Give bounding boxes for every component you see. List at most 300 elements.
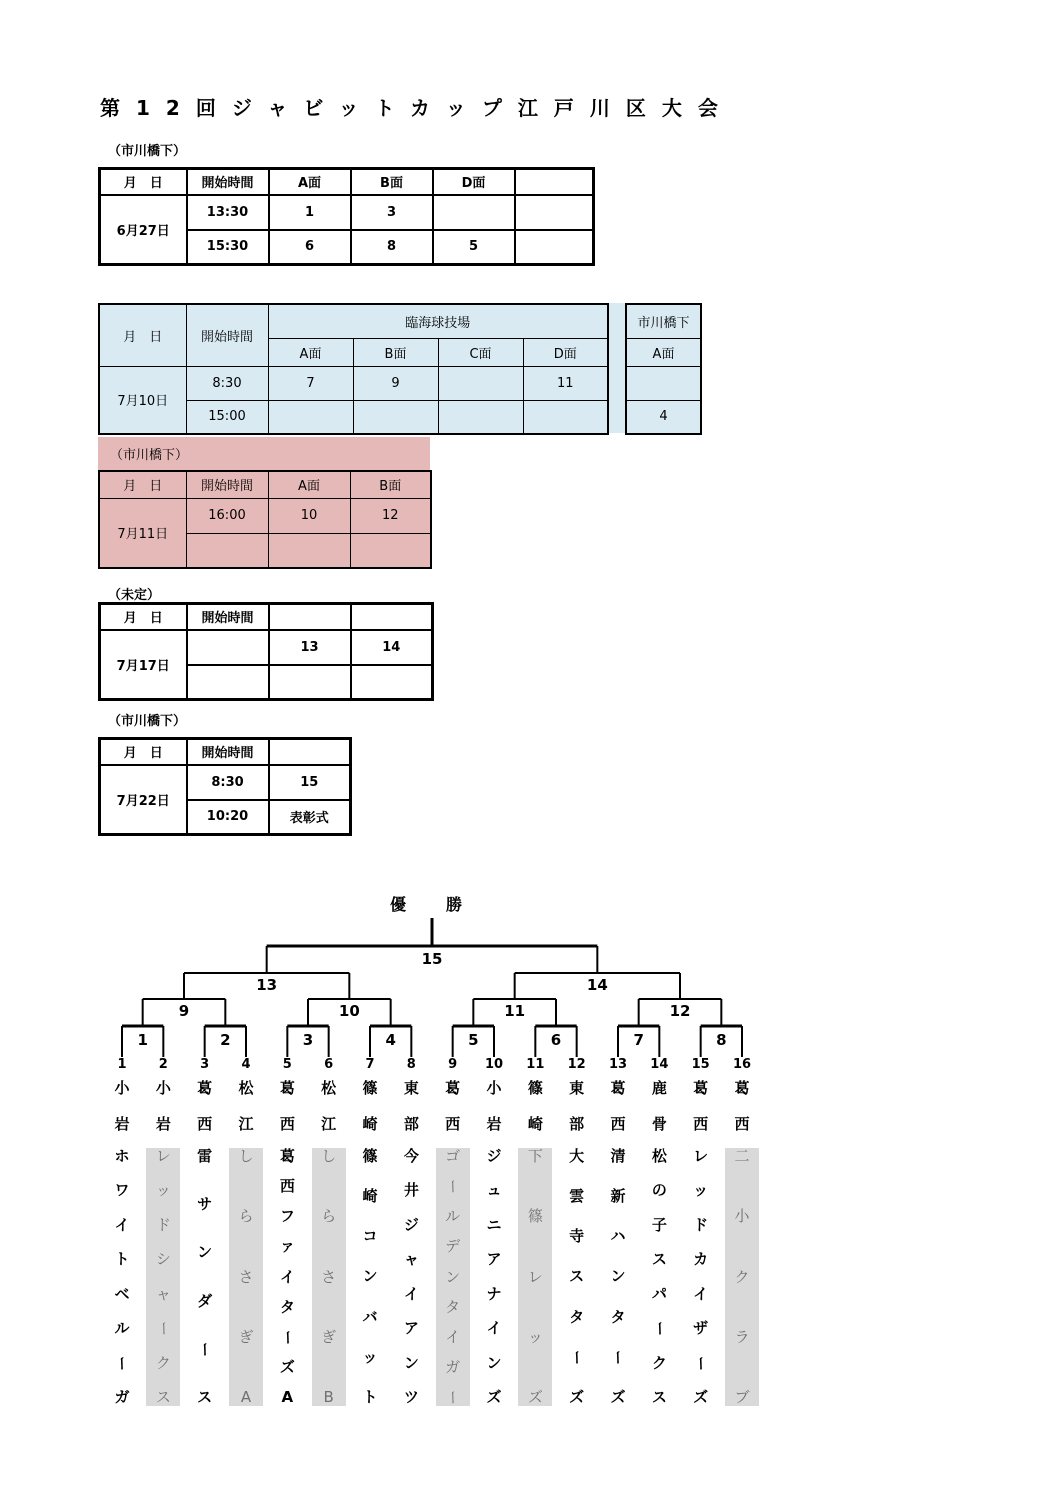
team-char: シ — [155, 1250, 171, 1269]
slot-col-2 — [145, 1078, 181, 1406]
team-char: ン — [445, 1267, 461, 1286]
team-char: B — [323, 1388, 334, 1406]
team-char: ス — [197, 1387, 213, 1406]
team-char: ア — [403, 1319, 419, 1338]
slot-team — [146, 1148, 180, 1406]
date-cell: 7月22日 — [100, 765, 187, 835]
header-empty — [515, 169, 594, 195]
game-cell — [438, 366, 523, 400]
header-date: 月 日 — [100, 739, 187, 765]
header-field-a: A面 — [626, 338, 701, 366]
team-char: ス — [651, 1250, 667, 1269]
game-cell — [268, 400, 353, 434]
slot-col-15 — [683, 1078, 719, 1406]
slot-team — [188, 1148, 222, 1406]
team-char: コ — [362, 1227, 378, 1246]
team-char: ズ — [610, 1387, 626, 1406]
area-char: 部 — [403, 1115, 419, 1133]
team-char: ラ — [734, 1327, 750, 1346]
area-char: 葛 — [445, 1079, 461, 1097]
area-char: 岩 — [155, 1115, 171, 1133]
area-char: 江 — [321, 1115, 337, 1133]
date-cell: 7月10日 — [99, 366, 186, 434]
slot-team — [105, 1148, 139, 1406]
round1-match-number: 5 — [468, 1031, 479, 1049]
area-char: 岩 — [486, 1115, 502, 1133]
team-char: レ — [527, 1267, 543, 1286]
round1-match-number: 1 — [137, 1031, 148, 1049]
area-char: 篠 — [362, 1079, 378, 1097]
slot-col-8 — [393, 1078, 429, 1406]
team-char: ク — [734, 1267, 750, 1286]
slot-col-13 — [600, 1078, 636, 1406]
slot-area — [321, 1078, 336, 1132]
team-char: ワ — [114, 1181, 130, 1200]
tournament-bracket — [90, 885, 770, 1445]
team-char: ニ — [486, 1215, 502, 1234]
slot-area — [569, 1078, 584, 1132]
slot-area — [734, 1078, 749, 1132]
slot-col-16 — [724, 1078, 760, 1406]
semifinal-match-number: 13 — [256, 976, 278, 994]
game-cell: 4 — [626, 400, 701, 434]
slot-team — [312, 1148, 346, 1406]
team-char: ク — [155, 1353, 171, 1372]
header-date: 月 日 — [100, 169, 187, 195]
award-ceremony-cell: 表彰式 — [269, 800, 351, 835]
area-char: 小 — [114, 1079, 130, 1097]
team-char: 崎 — [362, 1187, 378, 1206]
header-field-b: B面 — [353, 338, 438, 366]
team-char: サ — [197, 1195, 213, 1214]
team-char: ら — [238, 1207, 254, 1226]
header-field-d: D面 — [433, 169, 515, 195]
team-char: ル — [114, 1319, 130, 1338]
team-char: 雲 — [569, 1187, 585, 1206]
team-char: イ — [279, 1267, 295, 1286]
slot-team — [560, 1148, 594, 1406]
team-char: ズ — [569, 1387, 585, 1406]
schedule-table-june27 — [98, 167, 595, 266]
venue-label-2: （市川橋下） — [110, 448, 189, 463]
area-char: 西 — [279, 1115, 295, 1133]
team-char: イ — [445, 1327, 461, 1346]
game-cell — [351, 665, 433, 700]
slot-team — [394, 1148, 428, 1406]
table-row — [100, 195, 594, 230]
slot-number: 6 — [324, 1057, 334, 1072]
team-char: ン — [362, 1267, 378, 1286]
header-date: 月 日 — [99, 471, 186, 498]
game-cell: 14 — [351, 630, 433, 665]
team-char: ン — [486, 1353, 502, 1372]
venue-label-3: （未定） — [108, 588, 161, 603]
team-char: ッ — [693, 1181, 709, 1200]
time-cell — [187, 630, 269, 665]
game-cell: 3 — [351, 195, 433, 230]
round1-match-number: 3 — [302, 1031, 314, 1049]
team-char: 西 — [279, 1177, 295, 1196]
team-char: ス — [155, 1387, 171, 1406]
team-char: ザ — [693, 1319, 709, 1338]
team-char: 松 — [651, 1147, 667, 1165]
date-cell: 6月27日 — [100, 195, 187, 265]
area-char: 小 — [155, 1079, 171, 1097]
team-char: さ — [321, 1267, 337, 1286]
date-cell: 7月17日 — [100, 630, 187, 700]
slot-area — [238, 1078, 253, 1132]
schedule-table-july17 — [98, 602, 434, 701]
tournament-title: 第12回ジャビットカップ江戸川区大会 — [100, 96, 734, 120]
slot-col-10 — [476, 1078, 512, 1406]
team-char: A — [240, 1388, 252, 1406]
blue-schedule-panel — [98, 303, 700, 433]
header-field-d: D面 — [523, 338, 608, 366]
table-header-row — [100, 169, 594, 195]
header-field-a: A面 — [269, 169, 351, 195]
team-char: ジ — [486, 1147, 502, 1165]
slot-col-1 — [104, 1078, 140, 1406]
team-char: ズ — [486, 1387, 502, 1406]
game-cell: 10 — [268, 498, 350, 533]
team-char: ー — [113, 1355, 132, 1371]
game-cell — [438, 400, 523, 434]
area-char: 崎 — [527, 1115, 543, 1133]
area-char: 葛 — [279, 1079, 295, 1097]
team-char: ブ — [734, 1388, 750, 1406]
team-char: 子 — [651, 1215, 667, 1234]
team-char: 清 — [610, 1147, 626, 1165]
team-char: ら — [321, 1207, 337, 1226]
team-char: イ — [114, 1215, 130, 1234]
team-char: の — [651, 1181, 667, 1200]
header-empty — [269, 739, 351, 765]
slot-number: 5 — [282, 1057, 292, 1072]
area-char: 西 — [734, 1115, 750, 1133]
slot-col-7 — [352, 1078, 388, 1406]
date-cell: 7月11日 — [99, 498, 186, 568]
pink-schedule-panel — [98, 437, 430, 569]
game-cell: 1 — [269, 195, 351, 230]
header-date: 月 日 — [99, 304, 186, 366]
team-char: 二 — [734, 1147, 750, 1165]
team-char: ス — [651, 1387, 667, 1406]
slot-number: 12 — [567, 1057, 586, 1072]
slot-team — [353, 1148, 387, 1406]
team-char: さ — [238, 1267, 254, 1286]
quarterfinal-match-number: 10 — [338, 1002, 360, 1020]
slot-team — [229, 1148, 263, 1406]
area-char: 西 — [445, 1115, 461, 1133]
slot-col-4 — [228, 1078, 264, 1406]
slot-number: 4 — [241, 1057, 251, 1072]
venue-ichikawa-header: 市川橋下 — [626, 304, 701, 338]
area-char: 西 — [693, 1115, 709, 1133]
team-char: し — [238, 1147, 254, 1165]
team-char: ー — [650, 1321, 669, 1337]
game-cell — [626, 366, 701, 400]
team-char: ド — [155, 1215, 171, 1234]
team-char: し — [321, 1147, 337, 1165]
slot-col-11 — [517, 1078, 553, 1406]
team-char: ハ — [610, 1227, 626, 1246]
team-char: ー — [444, 1389, 463, 1406]
game-cell: 7 — [268, 366, 353, 400]
area-char: 鹿 — [651, 1079, 667, 1097]
area-char: 骨 — [651, 1115, 667, 1133]
header-time: 開始時間 — [187, 604, 269, 630]
area-char: 西 — [610, 1115, 626, 1133]
header-time: 開始時間 — [186, 471, 268, 498]
area-char: 岩 — [114, 1115, 130, 1133]
team-char: ガ — [114, 1387, 130, 1406]
empty-cell — [515, 195, 594, 230]
team-char: イ — [693, 1284, 709, 1303]
team-char: イ — [486, 1319, 502, 1338]
quarterfinal-match-number: 9 — [178, 1002, 190, 1020]
slot-area — [362, 1078, 377, 1132]
team-char: ル — [445, 1207, 461, 1226]
game-cell: 13 — [269, 630, 351, 665]
team-char: タ — [610, 1307, 626, 1326]
slot-area — [404, 1078, 419, 1132]
team-char: ド — [693, 1215, 709, 1234]
team-char: レ — [693, 1147, 709, 1165]
slot-col-14 — [641, 1078, 677, 1406]
time-cell: 8:30 — [186, 366, 268, 400]
team-char: ガ — [445, 1357, 461, 1376]
game-cell: 11 — [523, 366, 608, 400]
round1-match-number: 4 — [385, 1031, 396, 1049]
team-char: レ — [155, 1147, 171, 1165]
team-char: ナ — [486, 1284, 502, 1303]
slot-col-6 — [311, 1078, 347, 1406]
team-char: ャ — [155, 1284, 171, 1303]
team-char: ズ — [693, 1387, 709, 1406]
time-cell: 15:30 — [187, 230, 269, 265]
team-char: A — [281, 1388, 294, 1406]
game-cell — [350, 533, 431, 568]
slot-number: 7 — [365, 1057, 375, 1072]
slot-team — [477, 1148, 511, 1406]
venue-label-4: （市川橋下） — [108, 714, 187, 729]
slot-area — [156, 1078, 171, 1132]
slot-number: 13 — [608, 1057, 628, 1072]
game-cell: 12 — [350, 498, 431, 533]
team-char: ホ — [114, 1147, 130, 1165]
team-char: ー — [196, 1341, 215, 1357]
area-char: 部 — [569, 1115, 585, 1133]
game-cell: 6 — [269, 230, 351, 265]
game-cell: 9 — [353, 366, 438, 400]
team-char: フ — [279, 1207, 295, 1226]
slot-col-9 — [435, 1078, 471, 1406]
slot-team — [270, 1148, 304, 1406]
time-cell — [187, 665, 269, 700]
area-char: 篠 — [527, 1079, 543, 1097]
team-char: ー — [609, 1349, 628, 1365]
header-time: 開始時間 — [186, 304, 268, 366]
team-char: ズ — [527, 1388, 543, 1406]
slot-number: 3 — [200, 1057, 210, 1072]
slot-area — [652, 1078, 667, 1132]
game-cell — [269, 665, 351, 700]
champion-label: 優 勝 — [389, 895, 475, 914]
semifinal-match-number: 14 — [586, 976, 608, 994]
slot-team — [725, 1148, 759, 1406]
time-cell: 10:20 — [187, 800, 269, 835]
header-time: 開始時間 — [187, 169, 269, 195]
team-char: 大 — [569, 1147, 585, 1165]
slot-area — [610, 1078, 625, 1132]
game-cell — [353, 400, 438, 434]
round1-match-number: 7 — [633, 1031, 644, 1049]
slot-team — [642, 1148, 676, 1406]
team-char: ジ — [403, 1215, 419, 1234]
slot-col-12 — [559, 1078, 595, 1406]
header-field-a: A面 — [268, 471, 350, 498]
team-char: ャ — [403, 1250, 419, 1269]
time-cell: 8:30 — [187, 765, 269, 800]
header-date: 月 日 — [100, 604, 187, 630]
slot-team — [601, 1148, 635, 1406]
team-char: パ — [651, 1284, 667, 1303]
bracket-team-columns — [90, 1078, 770, 1418]
team-char: ァ — [279, 1237, 295, 1256]
slot-area — [197, 1078, 212, 1132]
team-char: ー — [692, 1355, 711, 1371]
slot-number: 16 — [732, 1057, 752, 1072]
area-char: 葛 — [693, 1079, 709, 1097]
slot-team — [684, 1148, 718, 1406]
header-time: 開始時間 — [187, 739, 269, 765]
slot-number: 1 — [117, 1057, 127, 1072]
team-char: 篠 — [362, 1147, 378, 1165]
round1-match-number: 6 — [550, 1031, 562, 1049]
team-char: ッ — [155, 1181, 171, 1200]
slot-team — [518, 1148, 552, 1406]
game-cell — [523, 400, 608, 434]
slot-area — [445, 1078, 460, 1132]
team-char: ー — [154, 1321, 173, 1337]
team-char: ュ — [486, 1181, 502, 1200]
slot-col-3 — [187, 1078, 223, 1406]
team-char: 新 — [610, 1187, 626, 1206]
area-char: 葛 — [197, 1079, 213, 1097]
team-char: ー — [568, 1349, 587, 1365]
team-char: ッ — [527, 1327, 543, 1346]
team-char: バ — [362, 1307, 378, 1326]
team-char: デ — [445, 1237, 461, 1256]
team-char: ン — [197, 1243, 213, 1262]
area-char: 葛 — [610, 1079, 626, 1097]
game-cell: 5 — [433, 230, 515, 265]
game-cell — [268, 533, 350, 568]
slot-number: 15 — [691, 1057, 710, 1072]
round1-match-number: 2 — [220, 1031, 231, 1049]
slot-area — [528, 1078, 543, 1132]
area-char: 西 — [197, 1115, 213, 1133]
slot-number: 9 — [448, 1057, 458, 1072]
final-match-number: 15 — [421, 950, 443, 968]
area-char: 江 — [238, 1115, 254, 1133]
team-char: ー — [444, 1179, 463, 1195]
game-cell — [433, 195, 515, 230]
schedule-table-july22 — [98, 737, 352, 836]
slot-area — [486, 1078, 501, 1132]
quarterfinal-match-number: 11 — [504, 1002, 526, 1020]
time-cell: 16:00 — [186, 498, 268, 533]
game-cell: 15 — [269, 765, 351, 800]
team-char: 篠 — [527, 1207, 543, 1226]
team-char: ク — [651, 1353, 667, 1372]
slot-number: 11 — [526, 1057, 545, 1072]
round1-match-number: 8 — [716, 1031, 727, 1049]
game-cell: 8 — [351, 230, 433, 265]
team-char: 小 — [734, 1207, 750, 1226]
team-char: カ — [693, 1250, 709, 1269]
time-cell — [186, 533, 268, 568]
team-char: ぎ — [321, 1327, 337, 1346]
team-char: ツ — [403, 1387, 419, 1406]
quarterfinal-match-number: 12 — [669, 1002, 691, 1020]
time-cell: 13:30 — [187, 195, 269, 230]
team-char: 今 — [403, 1147, 419, 1165]
slot-col-5 — [269, 1078, 305, 1406]
header-empty — [351, 604, 433, 630]
area-char: 松 — [321, 1079, 337, 1097]
slot-team — [436, 1148, 470, 1406]
team-char: ベ — [114, 1284, 130, 1303]
team-char: ズ — [279, 1357, 295, 1376]
area-char: 松 — [238, 1079, 254, 1097]
team-char: 寺 — [569, 1227, 585, 1246]
team-char: ぎ — [238, 1327, 254, 1346]
header-field-b: B面 — [351, 169, 433, 195]
ichikawa-side-table — [625, 303, 702, 435]
header-field-c: C面 — [438, 338, 523, 366]
empty-cell — [515, 230, 594, 265]
team-char: タ — [569, 1307, 585, 1326]
team-char: イ — [403, 1284, 419, 1303]
team-char: 井 — [403, 1181, 419, 1200]
bracket-svg — [90, 885, 770, 1075]
team-char: ー — [278, 1329, 297, 1345]
team-char: 葛 — [279, 1147, 295, 1165]
slot-area — [114, 1078, 129, 1132]
slot-number: 8 — [406, 1057, 416, 1072]
slot-number: 2 — [158, 1057, 168, 1072]
team-char: ア — [486, 1250, 502, 1269]
team-char: タ — [445, 1297, 461, 1316]
header-empty — [269, 604, 351, 630]
schedule-table-july11 — [98, 470, 432, 569]
team-char: ン — [403, 1353, 419, 1372]
time-cell: 15:00 — [186, 400, 268, 434]
team-char: 雷 — [197, 1147, 213, 1165]
team-char: タ — [279, 1297, 295, 1316]
slot-area — [280, 1078, 295, 1132]
team-char: ダ — [197, 1291, 213, 1310]
area-char: 東 — [569, 1079, 585, 1097]
header-field-a: A面 — [268, 338, 353, 366]
area-char: 小 — [486, 1079, 502, 1097]
team-char: ス — [569, 1267, 585, 1286]
slot-number: 10 — [484, 1057, 504, 1072]
venue-rinkai-header: 臨海球技場 — [268, 304, 608, 338]
area-char: 東 — [403, 1079, 419, 1097]
venue-label-1: （市川橋下） — [108, 144, 187, 159]
